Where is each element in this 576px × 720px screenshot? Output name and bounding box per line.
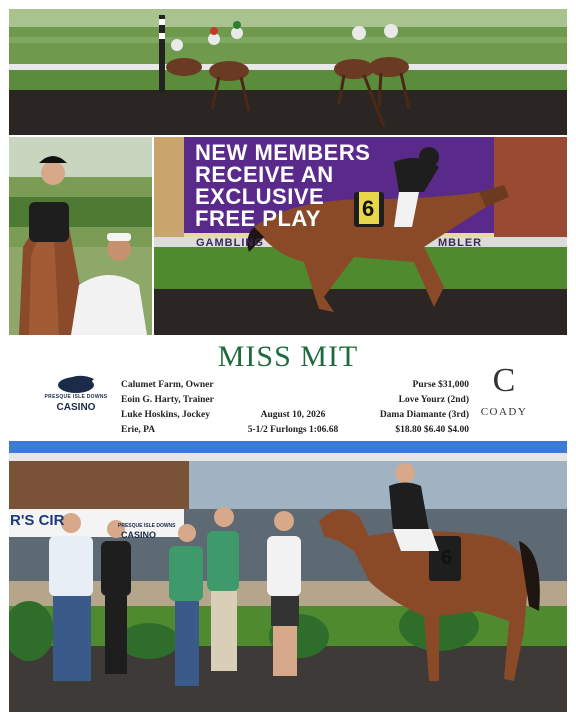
connections-block (121, 378, 214, 438)
casino-logo-top-text: PRESQUE ISLE DOWNS (44, 394, 108, 400)
race-details-block (238, 408, 348, 438)
coady-logo (476, 362, 532, 426)
saddle-cloth-number-winners-circle: 6 (441, 547, 453, 569)
coady-logo-mark: C (492, 362, 516, 399)
owner-text: Calumet Farm, Owner (121, 380, 214, 390)
sign-logo-top-text: PRESQUE ISLE DOWNS (118, 523, 176, 529)
jockey-text: Luke Hoskins, Jockey (121, 410, 210, 420)
race-photo (9, 9, 567, 135)
payouts-text: $18.80 $6.40 $4.00 (395, 425, 469, 435)
banner-strip-left: GAMBLING (196, 237, 264, 249)
race-distance-time: 5-1/2 Furlongs 1:06.68 (247, 425, 339, 435)
trainer-text: Eoin G. Harty, Trainer (121, 395, 214, 405)
horse-name-title: MISS MIT (217, 340, 359, 373)
casino-logo (36, 371, 116, 415)
trainer-with-horse-photo (9, 137, 152, 335)
location-text: Erie, PA (121, 425, 156, 435)
banner-line-1: NEW MEMBERS (195, 140, 371, 165)
coady-logo-name: COADY (480, 406, 528, 418)
banner-line-3: EXCLUSIVE (195, 184, 325, 209)
casino-logo-name: CASINO (56, 402, 96, 413)
third-place-text: Dama Diamante (3rd) (379, 410, 469, 420)
banner-line-4: FREE PLAY (195, 206, 321, 231)
purse-text: Purse $31,000 (412, 380, 469, 390)
banner-line-2: RECEIVE AN (195, 162, 334, 187)
saddle-cloth-number: 6 (362, 196, 375, 221)
sign-logo-name: CASINO (121, 530, 157, 540)
banner-strip-right: MBLER (438, 237, 483, 249)
horse-head-icon (36, 371, 116, 395)
results-block (380, 378, 469, 438)
second-place-text: Love Yourz (2nd) (398, 395, 469, 405)
winners-circle-photo (9, 441, 567, 712)
winners-circle-sign-text: R'S CIR (10, 512, 65, 529)
race-date: August 10, 2026 (260, 410, 326, 420)
